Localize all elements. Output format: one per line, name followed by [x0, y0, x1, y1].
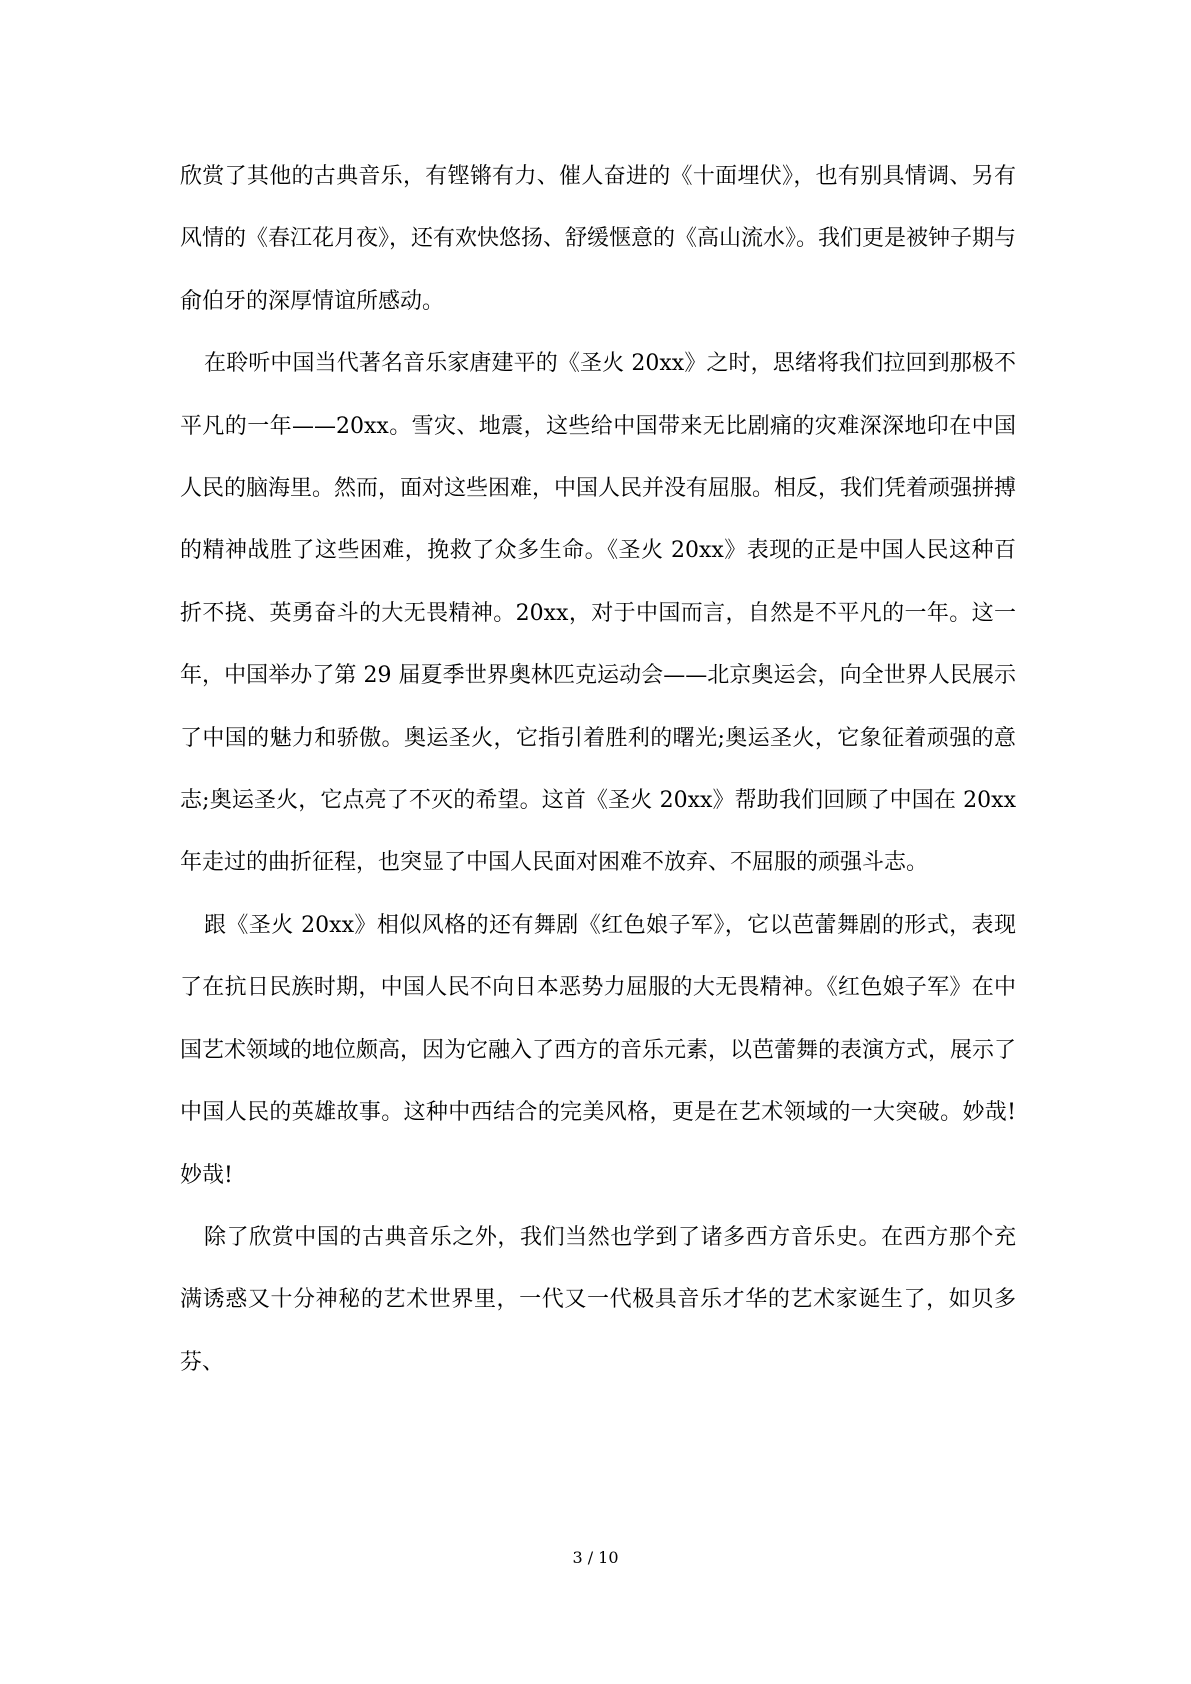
paragraph: 除了欣赏中国的古典音乐之外，我们当然也学到了诸多西方音乐史。在西方那个充满诱惑又十分神秘的艺术世界里，一代又一代极具音乐才华的艺术家诞生了，如贝多芬、 — [180, 1224, 1016, 1375]
document-body — [180, 146, 1016, 1394]
paragraph: 欣赏了其他的古典音乐，有铿锵有力、催人奋进的《十面埋伏》，也有别具情调、另有风情的《春江花月夜》，还有欢快悠扬、舒缓惬意的《高山流水》。我们更是被钟子期与俞伯牙的深厚情谊所感动。 — [180, 164, 1017, 314]
page-number: 3 / 10 — [572, 1548, 619, 1567]
paragraph: 跟《圣火 20xx》相似风格的还有舞剧《红色娘子军》，它以芭蕾舞剧的形式，表现了在抗日民族时期，中国人民不向日本恶势力屈服的大无畏精神。《红色娘子军》在中国艺术领域的地位颇高，因为它融入了西方的音乐元素，以芭蕾舞的表演方式，展示了中国人民的英雄故事。这种中西结合的完美风格，更是在艺术领域的一大突破。妙哉!妙哉! — [180, 912, 1017, 1188]
paragraph: 在聆听中国当代著名音乐家唐建平的《圣火 20xx》之时，思绪将我们拉回到那极不平凡的一年——20xx。雪灾、地震，这些给中国带来无比剧痛的灾难深深地印在中国人民的脑海里。然而，面对这些困难，中国人民并没有屈服。相反，我们凭着顽强拼搏的精神战胜了这些困难，挽救了众多生命。《圣火 20xx》表现的正是中国人民这种百折不挠、英勇奋斗的大无畏精神。20xx，对于中国而言，自然是不平凡的一年。这一年，中国举办了第 29 届夏季世界奥林匹克运动会——北京奥运会，向全世界人民展示了中国的魅力和骄傲。奥运圣火，它指引着胜利的曙光;奥运圣火，它象征着顽强的意志;奥运圣火，它点亮了不灭的希望。这首《圣火 20xx》帮助我们回顾了中国在 20xx 年走过的曲折征程，也突显了中国人民面对困难不放弃、不屈服的顽强斗志。 — [180, 351, 1017, 876]
